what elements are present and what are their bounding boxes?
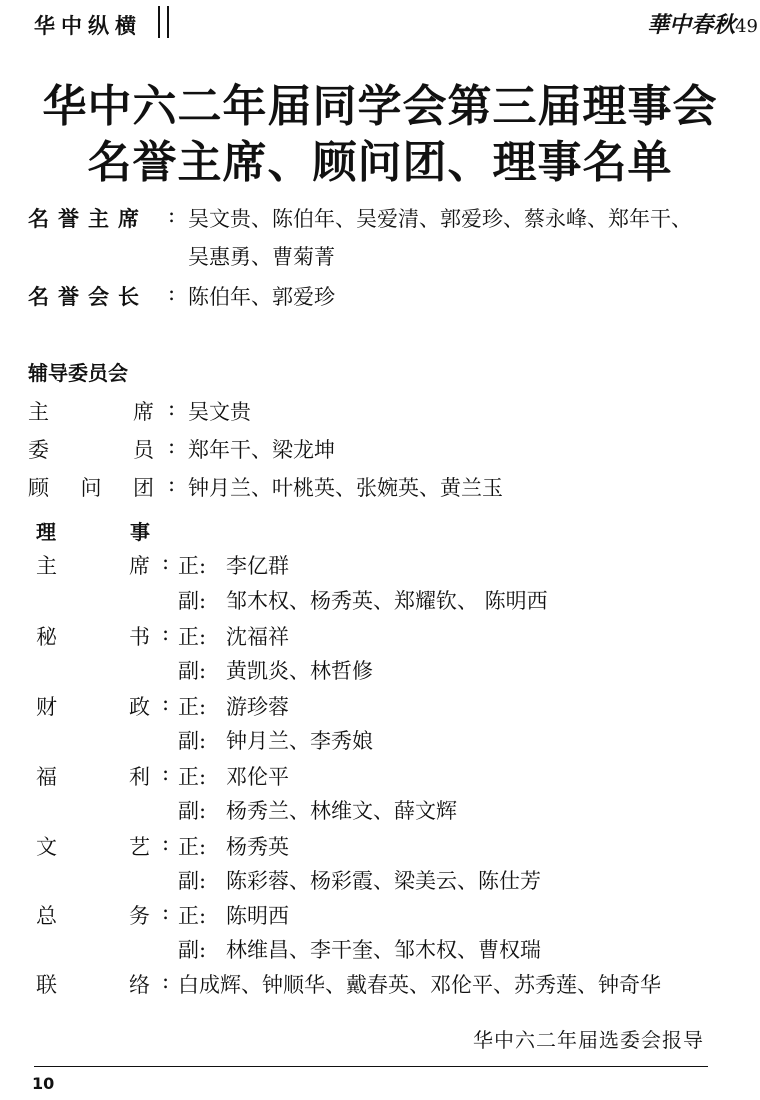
council-arts-main-tag: 正: xyxy=(178,835,207,859)
honorary-chairman-names-line2: 吴惠勇、曹菊菁 xyxy=(188,245,335,269)
council-general-affairs-deputy: 林维昌、李干奎、邹木权、曹权瑞 xyxy=(226,938,541,962)
section-title-divider xyxy=(158,6,169,38)
colon: : xyxy=(168,281,176,305)
honorary-president-names: 陈伯年、郭爱珍 xyxy=(188,285,335,309)
council-secretary-deputy: 黄凯炎、林哲修 xyxy=(226,659,373,683)
colon: : xyxy=(162,831,170,855)
honorary-chairman-names-line1: 吴文贵、陈伯年、吴爱清、郭爱珍、蔡永峰、郑年干、 xyxy=(188,207,692,231)
honorary-chairman-label: 名誉主席 xyxy=(28,207,148,231)
council-heading-char1: 理 xyxy=(36,520,56,544)
council-finance-main-tag: 正: xyxy=(178,695,207,719)
council-finance-deputy-tag: 副: xyxy=(178,729,207,753)
colon: : xyxy=(168,203,176,227)
colon: : xyxy=(168,434,176,458)
advisory-chair-value: 吴文贵 xyxy=(188,400,251,424)
council-arts-label: 文 艺 xyxy=(36,835,150,859)
reporter-credit: 华中六二年届选委会报导 xyxy=(473,1028,704,1052)
council-chair-deputy: 邹木权、杨秀英、郑耀钦、 陈明西 xyxy=(226,589,548,613)
colon: : xyxy=(162,761,170,785)
colon: : xyxy=(168,472,176,496)
council-general-affairs-main: 陈明西 xyxy=(226,904,289,928)
colon: : xyxy=(162,621,170,645)
colon: : xyxy=(162,900,170,924)
advisory-member-value: 郑年干、梁龙坤 xyxy=(188,438,335,462)
footer-page-number: 10 xyxy=(32,1074,55,1093)
council-finance-deputy: 钟月兰、李秀娘 xyxy=(226,729,373,753)
council-arts-deputy: 陈彩蓉、杨彩霞、梁美云、陈仕芳 xyxy=(226,869,541,893)
footer-divider xyxy=(34,1066,708,1067)
council-secretary-main-tag: 正: xyxy=(178,625,207,649)
council-arts-main: 杨秀英 xyxy=(226,835,289,859)
council-general-affairs-label: 总 务 xyxy=(36,904,150,928)
council-chair-deputy-tag: 副: xyxy=(178,589,207,613)
council-finance-label: 财 政 xyxy=(36,695,150,719)
council-welfare-deputy-tag: 副: xyxy=(178,799,207,823)
council-finance-main: 游珍蓉 xyxy=(226,695,289,719)
advisory-consultant-value: 钟月兰、叶桃英、张婉英、黄兰玉 xyxy=(188,476,503,500)
advisory-committee-heading: 辅导委员会 xyxy=(28,361,128,385)
council-welfare-main: 邓伦平 xyxy=(226,765,289,789)
council-secretary-deputy-tag: 副: xyxy=(178,659,207,683)
honorary-president-label: 名誉会长 xyxy=(28,285,148,309)
council-general-affairs-deputy-tag: 副: xyxy=(178,938,207,962)
council-secretary-main: 沈福祥 xyxy=(226,625,289,649)
council-arts-deputy-tag: 副: xyxy=(178,869,207,893)
council-chair-main-tag: 正: xyxy=(178,554,207,578)
council-welfare-label: 福 利 xyxy=(36,765,150,789)
council-welfare-deputy: 杨秀兰、林维文、薛文辉 xyxy=(226,799,457,823)
advisory-chair-label: 主 席 xyxy=(28,400,154,424)
page-title-line1: 华中六二年届同学会第三届理事会 xyxy=(42,81,718,132)
page-title-line2: 名誉主席、顾问团、理事名单 xyxy=(87,137,673,188)
council-welfare-main-tag: 正: xyxy=(178,765,207,789)
colon: : xyxy=(162,691,170,715)
advisory-consultant-label: 顾 问 团 xyxy=(28,476,154,500)
council-secretary-label: 秘 书 xyxy=(36,625,150,649)
colon: : xyxy=(162,550,170,574)
council-chair-main: 李亿群 xyxy=(226,554,289,578)
magazine-logo xyxy=(647,8,758,39)
council-chair-label: 主 席 xyxy=(36,554,150,578)
header-page-number: 49 xyxy=(735,16,758,37)
council-general-affairs-main-tag: 正: xyxy=(178,904,207,928)
magazine-logo-text: 華中春秋 xyxy=(647,12,736,38)
council-liaison-label: 联 络 xyxy=(36,973,150,997)
colon: : xyxy=(162,969,170,993)
council-liaison-value: 白成辉、钟顺华、戴春英、邓伦平、苏秀莲、钟奇华 xyxy=(178,973,661,997)
colon: : xyxy=(168,396,176,420)
section-title: 华中纵横 xyxy=(34,13,142,38)
advisory-member-label: 委 员 xyxy=(28,438,154,462)
council-heading-char2: 事 xyxy=(130,520,150,544)
